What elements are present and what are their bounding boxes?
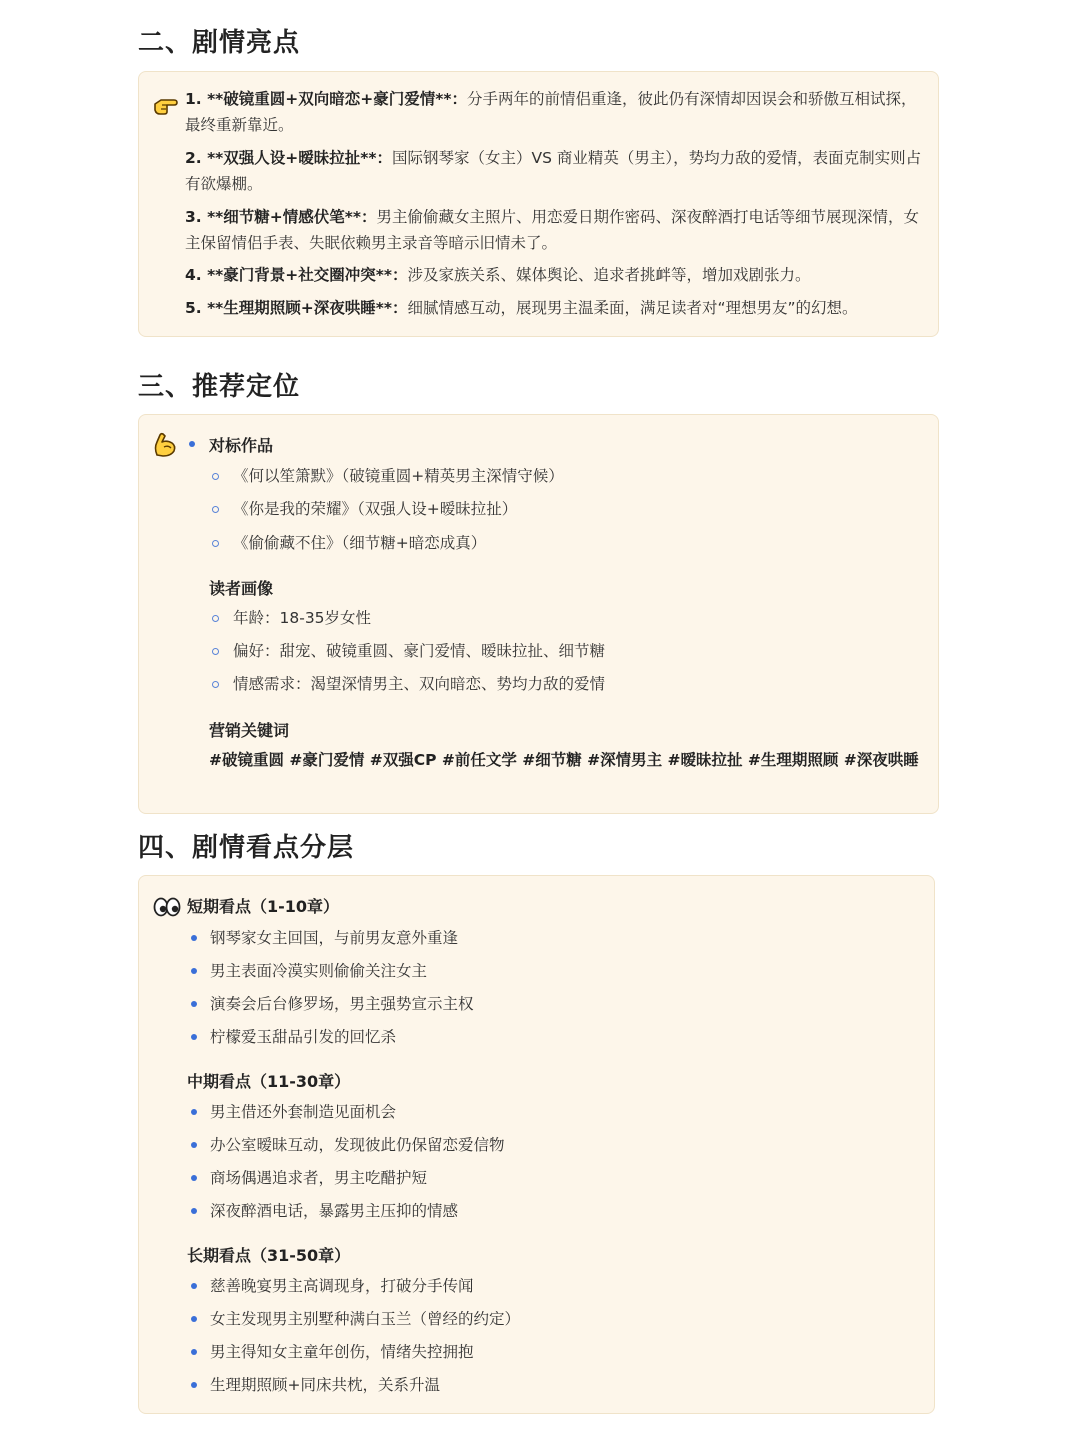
bullet-dot <box>191 1316 197 1322</box>
bullet-dot <box>189 441 195 447</box>
highlight-item-1: 1. **破镜重圆+双向暗恋+豪门爱情**：分手两年的前情侣重逢，彼此仍有深情却因误会和骄傲互相试探，最终重新靠近。 <box>185 90 917 134</box>
highlight-item-3: 3. **细节糖+情感伏笔**：男主偷偷藏女主照片、用恋爱日期作密码、深夜醉酒打电话等细节展现深情，女主保留情侣手表、失眠依赖男主录音等暗示旧情未了。 <box>185 208 920 252</box>
long-term-item: 生理期照顾+同床共枕，关系升温 <box>210 1376 440 1394</box>
bullet-dot <box>191 1382 197 1388</box>
long-term-title: 长期看点（31-50章） <box>187 1246 351 1265</box>
section-title-plot-layers: 四、剧情看点分层 <box>138 833 355 863</box>
flexed-bicep-icon <box>151 430 179 458</box>
mid-term-title: 中期看点（11-30章） <box>187 1072 351 1091</box>
bullet-dot <box>191 968 197 974</box>
long-term-item: 男主得知女主童年创伤，情绪失控拥抱 <box>210 1343 474 1361</box>
mid-term-item: 深夜醉酒电话，暴露男主压抑的情感 <box>210 1202 459 1220</box>
bullet-dot <box>191 1034 197 1040</box>
bullet-dot <box>191 935 197 941</box>
short-term-item: 男主表面冷漠实则偷偷关注女主 <box>210 962 428 980</box>
section-title-positioning: 三、推荐定位 <box>138 372 301 402</box>
section-title-plot-highlights: 二、剧情亮点 <box>138 28 301 58</box>
pointing-hand-icon <box>152 90 180 118</box>
bullet-ring <box>212 473 219 480</box>
bullet-ring <box>212 615 219 622</box>
reader-item: 偏好：甜宠、破镜重圆、豪门爱情、暧昧拉扯、细节糖 <box>233 642 606 660</box>
bullet-dot <box>191 1001 197 1007</box>
short-term-item: 钢琴家女主回国，与前男友意外重逢 <box>210 929 459 947</box>
highlight-item-4: 4. **豪门背景+社交圈冲突**：涉及家族关系、媒体舆论、追求者挑衅等，增加戏剧张力。 <box>185 266 811 284</box>
marketing-keywords: #破镜重圆 #豪门爱情 #双强CP #前任文学 #细节糖 #深情男主 #暧昧拉扯 #生理期照顾 #深夜哄睡 <box>209 751 919 769</box>
benchmark-title: 对标作品 <box>209 436 274 455</box>
benchmark-item: 《何以笙箫默》（破镜重圆+精英男主深情守候） <box>233 467 564 485</box>
long-term-item: 女主发现男主别墅种满白玉兰（曾经的约定） <box>210 1310 521 1328</box>
reader-item: 情感需求：渴望深情男主、双向暗恋、势均力敌的爱情 <box>233 675 606 693</box>
mid-term-item: 男主借还外套制造见面机会 <box>210 1103 397 1121</box>
keyword-title: 营销关键词 <box>209 721 290 740</box>
short-term-item: 演奏会后台修罗场，男主强势宣示主权 <box>210 995 474 1013</box>
bullet-dot <box>191 1349 197 1355</box>
long-term-item: 慈善晚宴男主高调现身，打破分手传闻 <box>210 1277 474 1295</box>
reader-title: 读者画像 <box>209 579 274 598</box>
mid-term-item: 商场偶遇追求者，男主吃醋护短 <box>210 1169 428 1187</box>
highlight-item-2: 2. **双强人设+暧昧拉扯**：国际钢琴家（女主）VS 商业精英（男主），势均力敌的爱情，表面克制实则占有欲爆棚。 <box>185 149 922 193</box>
bullet-dot <box>191 1175 197 1181</box>
bullet-ring <box>212 506 219 513</box>
short-term-item: 柠檬爱玉甜品引发的回忆杀 <box>210 1028 397 1046</box>
mid-term-item: 办公室暧昧互动，发现彼此仍保留恋爱信物 <box>210 1136 505 1154</box>
bullet-dot <box>191 1142 197 1148</box>
bullet-dot <box>191 1109 197 1115</box>
eyes-icon <box>153 893 181 921</box>
reader-item: 年龄：18-35岁女性 <box>233 609 372 627</box>
highlight-item-5: 5. **生理期照顾+深夜哄睡**：细腻情感互动，展现男主温柔面，满足读者对“理想男友”的幻想。 <box>185 299 858 317</box>
benchmark-item: 《偷偷藏不住》（细节糖+暗恋成真） <box>233 534 487 552</box>
bullet-dot <box>191 1208 197 1214</box>
benchmark-item: 《你是我的荣耀》（双强人设+暧昧拉扯） <box>233 500 518 518</box>
bullet-ring <box>212 540 219 547</box>
bullet-ring <box>212 648 219 655</box>
bullet-dot <box>191 1283 197 1289</box>
short-term-title: 短期看点（1-10章） <box>187 897 340 916</box>
bullet-ring <box>212 681 219 688</box>
